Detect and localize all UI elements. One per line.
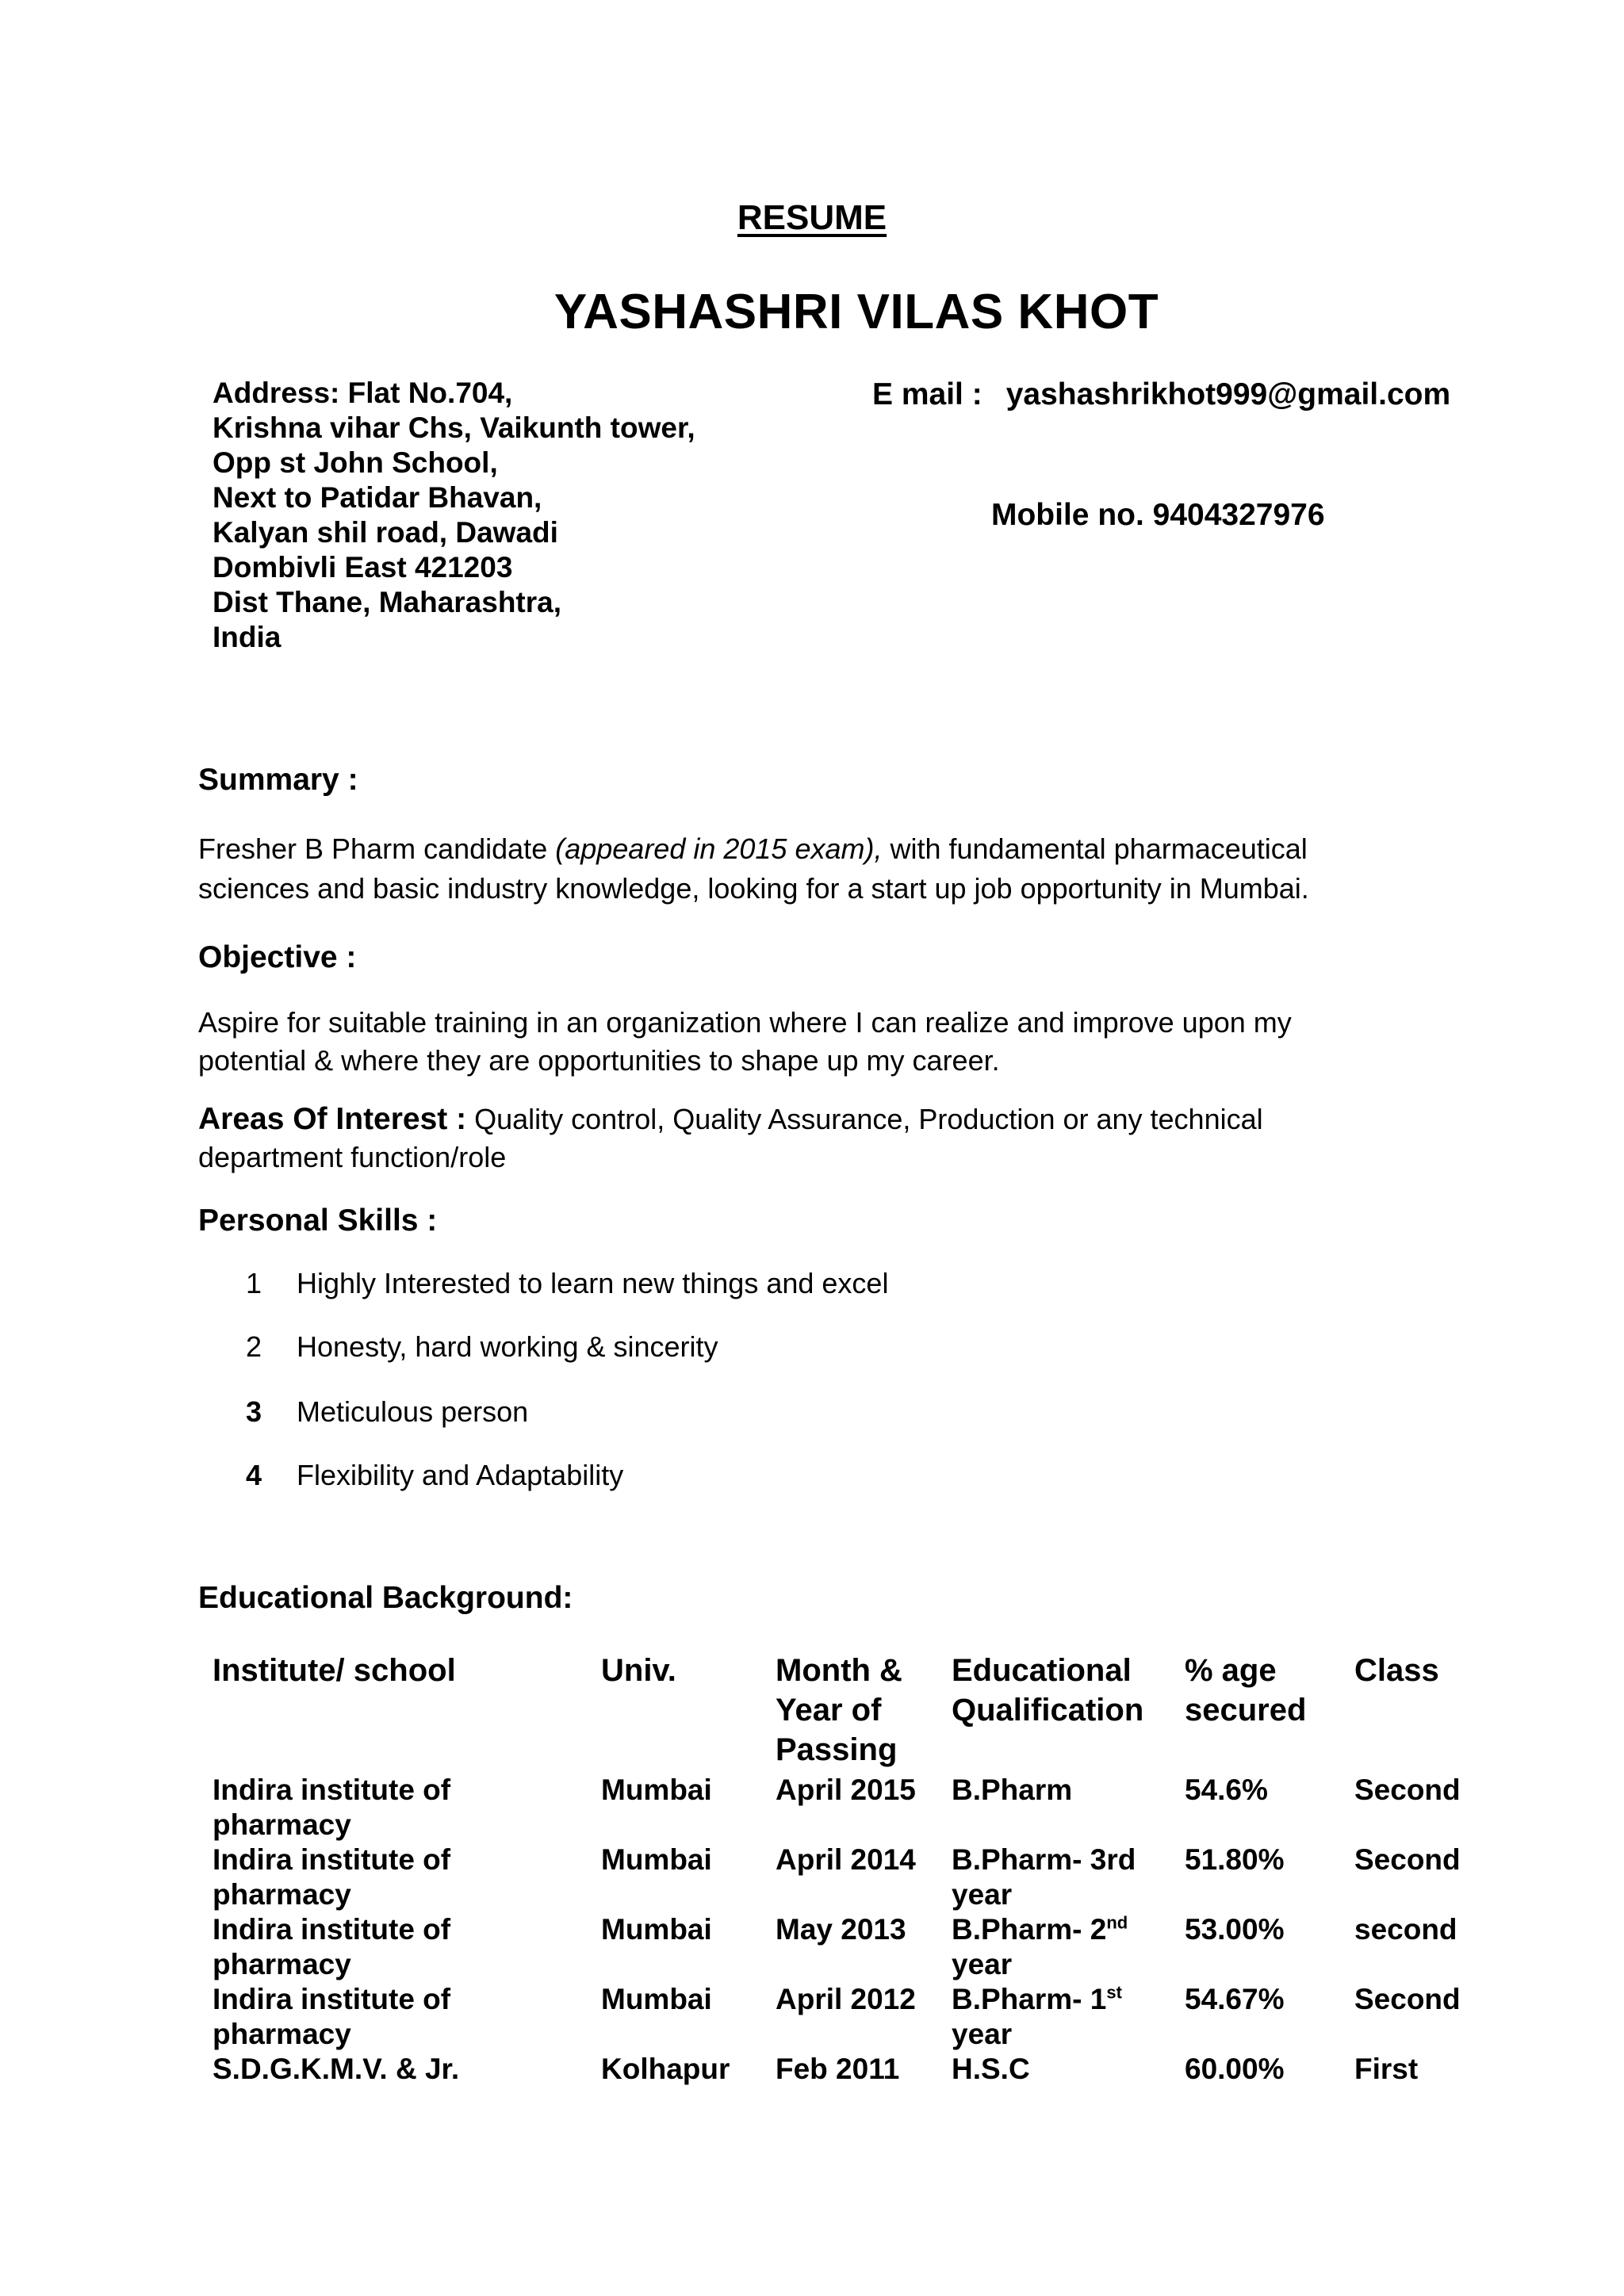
email-address[interactable]: yashashrikhot999@gmail.com (1005, 377, 1451, 411)
cell-qualification (952, 1982, 1185, 2052)
cell-percentage: 54.6% (1185, 1774, 1268, 1806)
header-line: Passing (776, 1732, 898, 1767)
column-header-qualification (952, 1651, 1185, 1773)
cell-line: Indira institute of (213, 1983, 451, 2015)
cell-univ: Mumbai (601, 1843, 712, 1876)
address-line: Dist Thane, Maharashtra, (213, 586, 562, 618)
qual-suffix: nd (1106, 1912, 1128, 1933)
cell-line: year (952, 1948, 1013, 1980)
cell-percentage: 60.00% (1185, 2053, 1285, 2085)
qual-text: B.Pharm- 2 (952, 1913, 1107, 1946)
skill-number: 1 (246, 1267, 262, 1299)
cell-line: Indira institute of (213, 1913, 451, 1946)
cell-line: year (952, 2018, 1013, 2050)
cell-line (952, 1773, 1185, 1808)
skill-text: Meticulous person (297, 1395, 529, 1428)
table-row (213, 1773, 1497, 1843)
skill-text: Honesty, hard working & sincerity (297, 1330, 718, 1363)
address-line: Kalyan shil road, Dawadi (213, 516, 558, 549)
email-label: E mail : (872, 377, 982, 411)
education-table (213, 1651, 1497, 2087)
cell-line: pharmacy (213, 1948, 351, 1980)
cell-qualification (952, 2052, 1185, 2087)
cell-line: year (952, 1878, 1013, 1911)
table-row (213, 1843, 1497, 1912)
cell-line: pharmacy (213, 2018, 351, 2050)
cell-line: pharmacy (213, 1878, 351, 1911)
cell-institute (213, 2052, 601, 2087)
skill-item (246, 1330, 718, 1364)
qual-text: B.Pharm- 1 (952, 1983, 1107, 2015)
table-row (213, 1912, 1497, 1982)
resume-heading: RESUME (737, 198, 887, 237)
skills-heading: Personal Skills : (198, 1203, 438, 1238)
areas-of-interest (198, 1100, 1263, 1177)
objective-heading: Objective : (198, 940, 357, 974)
qual-text: B.Pharm (952, 1774, 1073, 1806)
qual-text: B.Pharm- 3rd (952, 1843, 1136, 1876)
skill-number: 4 (246, 1459, 262, 1491)
summary-italic-note: (appeared in 2015 exam), (555, 832, 883, 865)
address-block (213, 376, 695, 655)
objective-text (198, 1004, 1467, 1080)
address-line: Opp st John School, (213, 446, 498, 479)
header-line: % age (1185, 1653, 1277, 1688)
skill-item (246, 1267, 888, 1300)
cell-date: April 2014 (776, 1843, 916, 1876)
summary-line (198, 829, 1467, 869)
cell-line: S.D.G.K.M.V. & Jr. (213, 2053, 460, 2085)
candidate-name: YASHASHRI VILAS KHOT (553, 285, 1159, 339)
cell-percentage: 51.80% (1185, 1843, 1285, 1876)
summary-line: sciences and basic industry knowledge, looking for a start up job opportunity in Mumbai. (198, 872, 1309, 905)
objective-line: Aspire for suitable training in an organization where I can realize and improve upon my (198, 1006, 1292, 1039)
cell-univ: Mumbai (601, 1774, 712, 1806)
column-header-percentage (1185, 1651, 1354, 1773)
cell-institute (213, 1912, 601, 1982)
address-line: Next to Patidar Bhavan, (213, 481, 542, 514)
cell-univ: Kolhapur (601, 2053, 730, 2085)
mobile-number: Mobile no. 9404327976 (991, 498, 1325, 532)
header-line: Qualification (952, 1693, 1144, 1728)
address-line: Dombivli East 421203 (213, 551, 513, 584)
cell-line (952, 1843, 1185, 1877)
qual-suffix: st (1106, 1982, 1122, 2003)
address-line: India (213, 621, 282, 653)
column-header-month (776, 1651, 952, 1773)
cell-date: April 2015 (776, 1774, 916, 1806)
table-row (213, 2052, 1497, 2087)
header-line: Year of (776, 1693, 882, 1728)
interest-text: Quality control, Quality Assurance, Production or any technical (466, 1103, 1263, 1135)
cell-class: second (1354, 1913, 1457, 1946)
header-line: Month & (776, 1653, 902, 1688)
interest-label: Areas Of Interest : (198, 1102, 467, 1136)
cell-institute (213, 1982, 601, 2052)
skill-text: Flexibility and Adaptability (297, 1459, 624, 1491)
cell-line (952, 1982, 1185, 2017)
cell-institute (213, 1843, 601, 1912)
summary-text-part: with fundamental pharmaceutical (882, 832, 1308, 865)
summary-text (198, 829, 1467, 909)
cell-line: pharmacy (213, 1808, 351, 1841)
cell-line: Indira institute of (213, 1774, 451, 1806)
header-line: Educational (952, 1653, 1132, 1688)
cell-qualification (952, 1912, 1185, 1982)
skill-number: 3 (246, 1395, 262, 1428)
cell-date: Feb 2011 (776, 2053, 900, 2085)
cell-date: May 2013 (776, 1913, 906, 1946)
cell-qualification (952, 1843, 1185, 1912)
header-line: secured (1185, 1693, 1307, 1728)
cell-class: Second (1354, 1983, 1461, 2015)
interest-line (198, 1100, 1263, 1138)
objective-line: potential & where they are opportunities to shape up my career. (198, 1044, 1000, 1077)
table-header-row (213, 1651, 1497, 1773)
cell-univ: Mumbai (601, 1983, 712, 2015)
cell-percentage: 53.00% (1185, 1913, 1285, 1946)
column-header-institute: Institute/ school (213, 1653, 456, 1688)
cell-class: Second (1354, 1843, 1461, 1876)
cell-class: Second (1354, 1774, 1461, 1806)
email-line (872, 377, 1450, 412)
cell-class: First (1354, 2053, 1419, 2085)
education-heading: Educational Background: (198, 1581, 573, 1615)
interest-line: department function/role (198, 1141, 507, 1173)
skill-number: 2 (246, 1330, 262, 1363)
summary-heading: Summary : (198, 763, 358, 797)
cell-line: H.S.C (952, 2053, 1030, 2085)
cell-line (952, 1912, 1185, 1947)
cell-percentage: 54.67% (1185, 1983, 1285, 2015)
cell-date: April 2012 (776, 1983, 916, 2015)
summary-text-part: Fresher B Pharm candidate (198, 832, 556, 865)
table-row (213, 1982, 1497, 2052)
column-header-class: Class (1354, 1653, 1439, 1688)
skill-item (246, 1459, 623, 1492)
skill-item (246, 1395, 528, 1429)
skill-text: Highly Interested to learn new things and excel (297, 1267, 889, 1299)
cell-line: Indira institute of (213, 1843, 451, 1876)
cell-institute (213, 1773, 601, 1843)
column-header-univ: Univ. (601, 1653, 676, 1688)
cell-qualification (952, 1773, 1185, 1843)
address-line: Address: Flat No.704, (213, 377, 513, 409)
cell-univ: Mumbai (601, 1913, 712, 1946)
address-line: Krishna vihar Chs, Vaikunth tower, (213, 411, 695, 444)
